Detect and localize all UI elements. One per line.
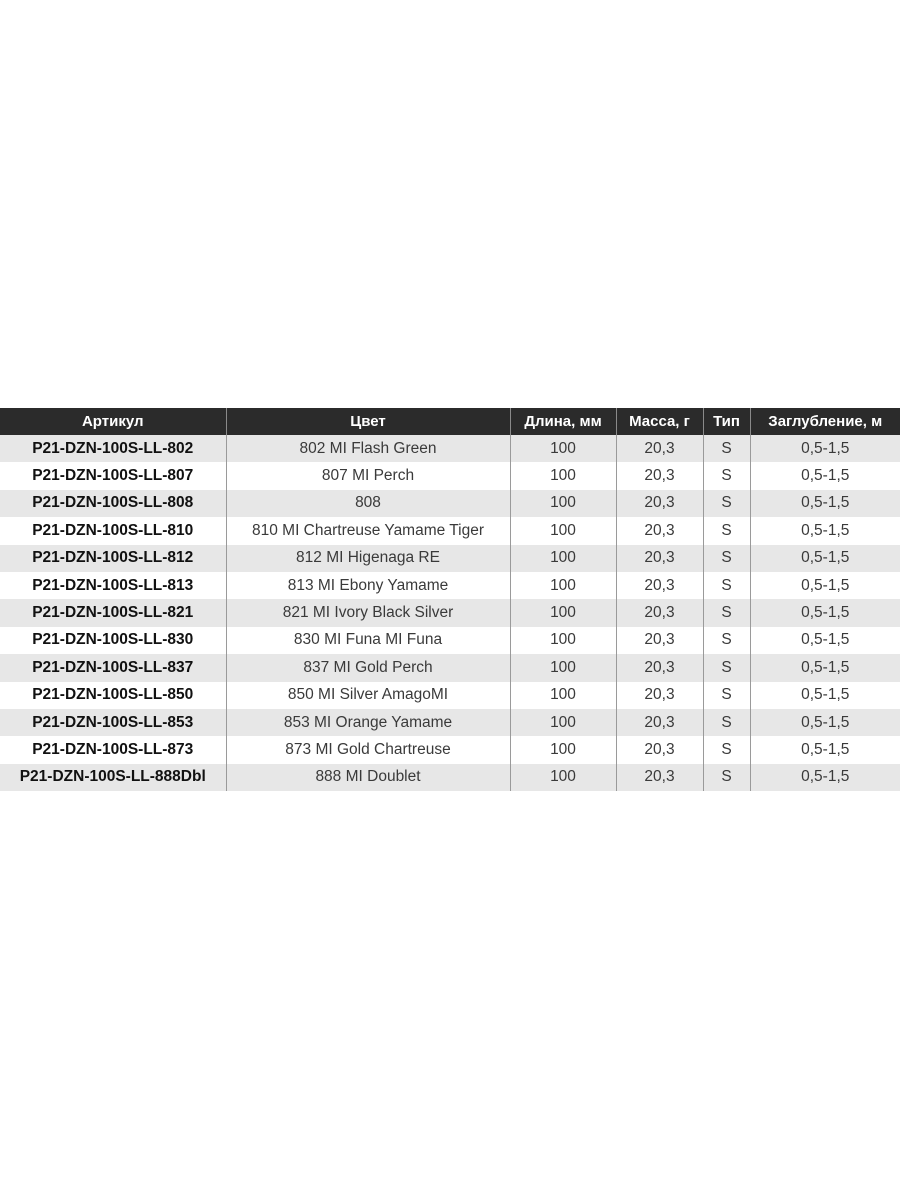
table-row — [0, 545, 900, 572]
header-row — [0, 408, 900, 435]
cell-article: P21-DZN-100S-LL-812 — [0, 545, 226, 572]
cell-color: 807 MI Perch — [226, 462, 510, 489]
cell-color: 810 MI Chartreuse Yamame Tiger — [226, 517, 510, 544]
cell-weight: 20,3 — [616, 682, 703, 709]
cell-article: P21-DZN-100S-LL-802 — [0, 435, 226, 462]
cell-type: S — [703, 599, 750, 626]
cell-weight: 20,3 — [616, 736, 703, 763]
cell-color: 850 MI Silver AmagoMI — [226, 682, 510, 709]
table-row — [0, 490, 900, 517]
header-color: Цвет — [226, 408, 510, 435]
cell-type: S — [703, 517, 750, 544]
cell-color: 837 MI Gold Perch — [226, 654, 510, 681]
cell-article: P21-DZN-100S-LL-830 — [0, 627, 226, 654]
cell-color: 888 MI Doublet — [226, 764, 510, 791]
cell-depth: 0,5-1,5 — [750, 682, 900, 709]
table-row — [0, 435, 900, 462]
table-row — [0, 462, 900, 489]
cell-length: 100 — [510, 736, 616, 763]
cell-length: 100 — [510, 599, 616, 626]
cell-color: 873 MI Gold Chartreuse — [226, 736, 510, 763]
table-row — [0, 682, 900, 709]
table-row — [0, 627, 900, 654]
table-body — [0, 435, 900, 791]
cell-type: S — [703, 682, 750, 709]
cell-type: S — [703, 545, 750, 572]
cell-depth: 0,5-1,5 — [750, 709, 900, 736]
cell-depth: 0,5-1,5 — [750, 517, 900, 544]
cell-color: 830 MI Funa MI Funa — [226, 627, 510, 654]
cell-article: P21-DZN-100S-LL-807 — [0, 462, 226, 489]
spec-table — [0, 408, 900, 791]
cell-type: S — [703, 462, 750, 489]
cell-depth: 0,5-1,5 — [750, 490, 900, 517]
header-length: Длина, мм — [510, 408, 616, 435]
header-depth: Заглубление, м — [750, 408, 900, 435]
cell-type: S — [703, 435, 750, 462]
cell-length: 100 — [510, 490, 616, 517]
cell-type: S — [703, 654, 750, 681]
cell-weight: 20,3 — [616, 572, 703, 599]
table-row — [0, 572, 900, 599]
table-row — [0, 709, 900, 736]
cell-length: 100 — [510, 654, 616, 681]
cell-type: S — [703, 764, 750, 791]
cell-depth: 0,5-1,5 — [750, 545, 900, 572]
cell-weight: 20,3 — [616, 709, 703, 736]
cell-length: 100 — [510, 462, 616, 489]
cell-article: P21-DZN-100S-LL-850 — [0, 682, 226, 709]
cell-type: S — [703, 709, 750, 736]
table-header — [0, 408, 900, 435]
cell-weight: 20,3 — [616, 764, 703, 791]
cell-length: 100 — [510, 764, 616, 791]
cell-depth: 0,5-1,5 — [750, 435, 900, 462]
cell-length: 100 — [510, 682, 616, 709]
cell-depth: 0,5-1,5 — [750, 462, 900, 489]
cell-length: 100 — [510, 435, 616, 462]
cell-length: 100 — [510, 709, 616, 736]
table-row — [0, 764, 900, 791]
cell-depth: 0,5-1,5 — [750, 764, 900, 791]
cell-depth: 0,5-1,5 — [750, 654, 900, 681]
cell-color: 802 MI Flash Green — [226, 435, 510, 462]
cell-article: P21-DZN-100S-LL-810 — [0, 517, 226, 544]
table-row — [0, 654, 900, 681]
header-weight: Масса, г — [616, 408, 703, 435]
cell-weight: 20,3 — [616, 654, 703, 681]
cell-weight: 20,3 — [616, 435, 703, 462]
cell-length: 100 — [510, 627, 616, 654]
cell-article: P21-DZN-100S-LL-813 — [0, 572, 226, 599]
cell-depth: 0,5-1,5 — [750, 572, 900, 599]
cell-type: S — [703, 736, 750, 763]
cell-depth: 0,5-1,5 — [750, 599, 900, 626]
table-row — [0, 517, 900, 544]
cell-weight: 20,3 — [616, 462, 703, 489]
cell-article: P21-DZN-100S-LL-837 — [0, 654, 226, 681]
cell-type: S — [703, 490, 750, 517]
cell-color: 808 — [226, 490, 510, 517]
cell-depth: 0,5-1,5 — [750, 627, 900, 654]
cell-article: P21-DZN-100S-LL-873 — [0, 736, 226, 763]
cell-article: P21-DZN-100S-LL-821 — [0, 599, 226, 626]
table-row — [0, 599, 900, 626]
cell-weight: 20,3 — [616, 627, 703, 654]
cell-article: P21-DZN-100S-LL-808 — [0, 490, 226, 517]
cell-weight: 20,3 — [616, 517, 703, 544]
table-row — [0, 736, 900, 763]
cell-article: P21-DZN-100S-LL-853 — [0, 709, 226, 736]
header-type: Тип — [703, 408, 750, 435]
cell-length: 100 — [510, 572, 616, 599]
cell-length: 100 — [510, 517, 616, 544]
cell-length: 100 — [510, 545, 616, 572]
cell-weight: 20,3 — [616, 599, 703, 626]
cell-color: 813 MI Ebony Yamame — [226, 572, 510, 599]
cell-depth: 0,5-1,5 — [750, 736, 900, 763]
cell-color: 853 MI Orange Yamame — [226, 709, 510, 736]
cell-article: P21-DZN-100S-LL-888Dbl — [0, 764, 226, 791]
cell-type: S — [703, 572, 750, 599]
cell-color: 821 MI Ivory Black Silver — [226, 599, 510, 626]
cell-color: 812 MI Higenaga RE — [226, 545, 510, 572]
cell-weight: 20,3 — [616, 545, 703, 572]
cell-weight: 20,3 — [616, 490, 703, 517]
header-article: Артикул — [0, 408, 226, 435]
cell-type: S — [703, 627, 750, 654]
